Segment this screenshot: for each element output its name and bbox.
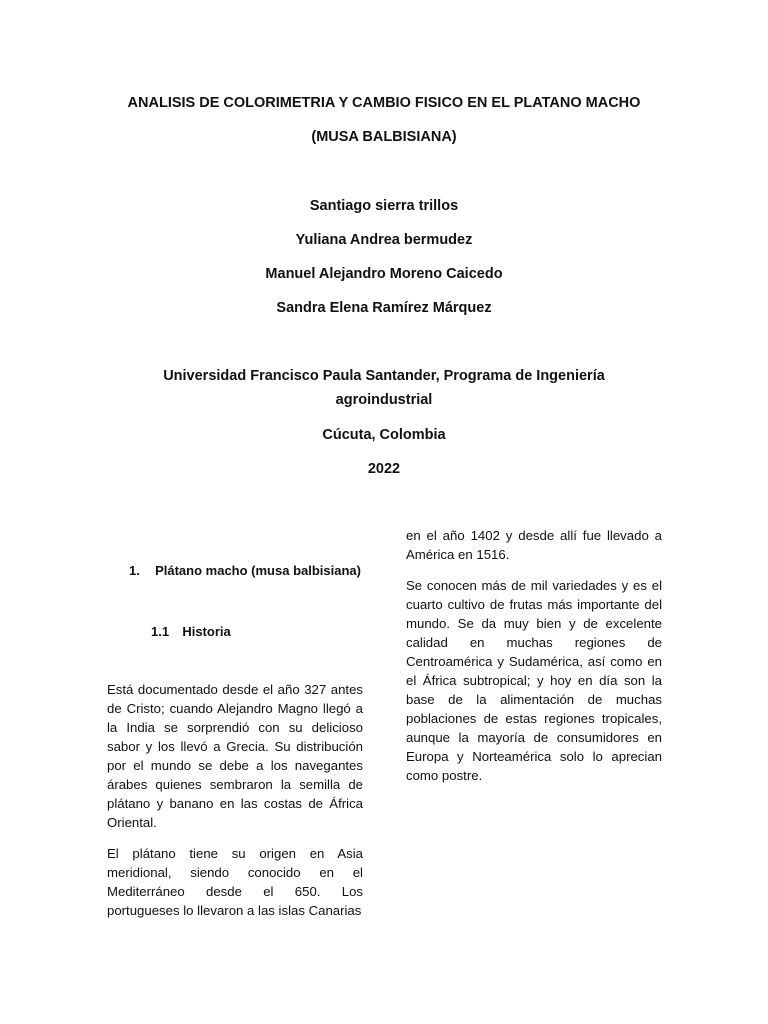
subsection-title: Historia	[182, 624, 231, 639]
subsection-heading	[151, 623, 231, 641]
affiliation-line-2: agroindustrial	[335, 392, 433, 408]
right-column	[406, 526, 662, 797]
author-4: Sandra Elena Ramírez Márquez	[276, 300, 492, 316]
subsection-number: 1.1	[151, 624, 170, 639]
section-number: 1.	[129, 563, 140, 578]
author-2: Yuliana Andrea bermudez	[295, 232, 473, 248]
author-1: Santiago sierra trillos	[309, 198, 459, 214]
paragraph: Se conocen más de mil variedades y es el cuarto cultivo de frutas más importante del mundo. Se da muy bien y de excelente calidad en muchas regiones de Centroamérica y Sudamérica, así como en el África subtropical; y hoy en día son la base de la alimentación de muchas poblaciones de estas regiones tropicales, aunque la mayoría de consumidores en Europa y Norteamérica solo lo aprecian como postre.	[406, 578, 662, 783]
paragraph: El plátano tiene su origen en Asia meridional, siendo conocido en el Mediterráneo desde el 650. Los portugueses lo llevaron a las islas Canarias	[107, 846, 363, 918]
section-heading	[129, 562, 361, 580]
paragraph: Está documentado desde el año 327 antes de Cristo; cuando Alejandro Magno llegó a la India se sorprendió con su delicioso sabor y los llevó a Grecia. Su distribución por el mundo se debe a los navegantes árabes quienes sembraron la semilla de plátano y banano en las costas de África Oriental.	[107, 682, 363, 830]
section-title: Plátano macho (musa balbisiana)	[155, 563, 361, 578]
author-3: Manuel Alejandro Moreno Caicedo	[265, 266, 503, 282]
affiliation-location: Cúcuta, Colombia	[322, 427, 446, 443]
left-column	[107, 680, 363, 932]
paragraph: en el año 1402 y desde allí fue llevado a América en 1516.	[406, 528, 662, 562]
title-line-2: (MUSA BALBISIANA)	[311, 129, 457, 145]
title-line-1: ANALISIS DE COLORIMETRIA Y CAMBIO FISICO EN EL PLATANO MACHO	[127, 95, 641, 111]
affiliation-year: 2022	[367, 461, 401, 477]
affiliation-line-1: Universidad Francisco Paula Santander, Programa de Ingeniería	[163, 368, 605, 384]
